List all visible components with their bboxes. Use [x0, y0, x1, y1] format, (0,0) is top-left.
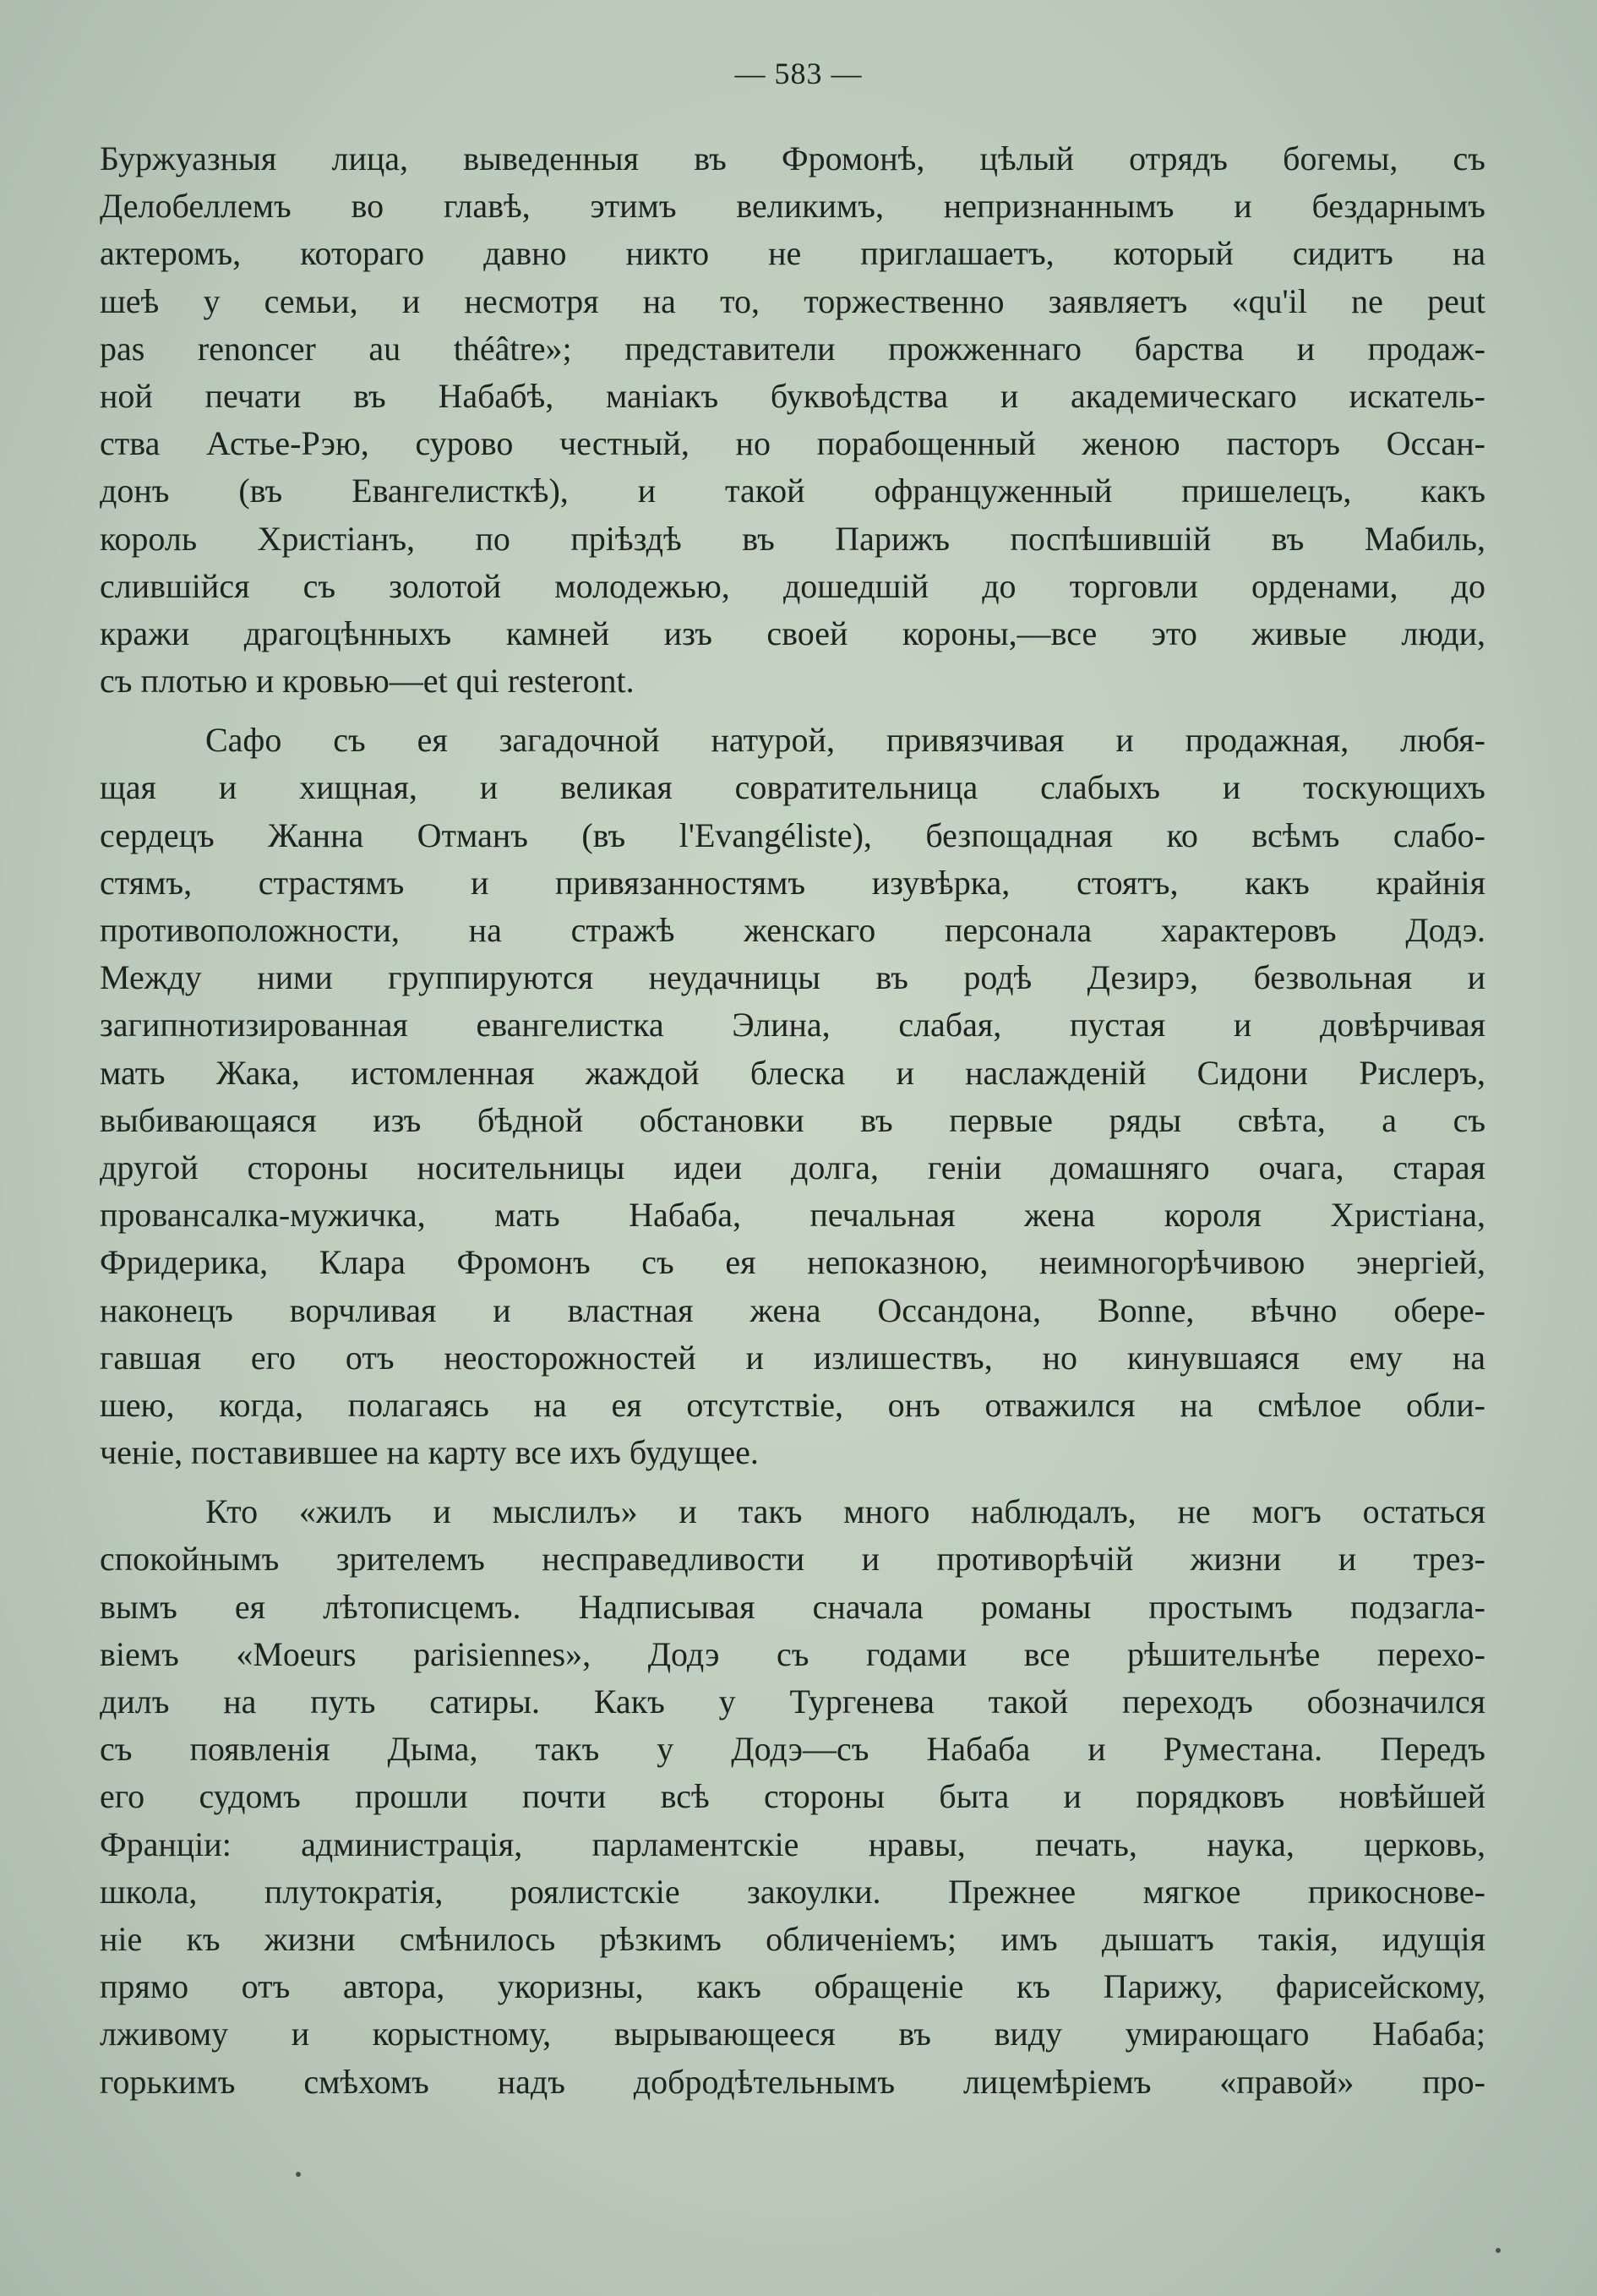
text-line: загипнотизированная евангелистка Элина, слабая, пустая и довѣрчивая: [100, 1006, 1485, 1044]
text-line: донъ (въ Евангелисткѣ), и такой офранцуженный пришелецъ, какъ: [100, 472, 1485, 510]
text-line: наконецъ ворчливая и властная жена Оссандона, Bonne, вѣчно обере-: [100, 1290, 1485, 1329]
text-line: Делобеллемъ во главѣ, этимъ великимъ, непризнаннымъ и бездарнымъ: [100, 187, 1485, 226]
text-line: Между ними группируются неудачницы въ родѣ Дезирэ, безвольная и: [100, 958, 1485, 997]
text-line: Кто «жилъ и мыслилъ» и такъ много наблюдалъ, не могъ остаться: [205, 1492, 1485, 1531]
text-line: спокойнымъ зрителемъ несправедливости и противорѣчій жизни и трез-: [100, 1540, 1485, 1579]
text-line: другой стороны носительницы идеи долга, геніи домашняго очага, старая: [100, 1148, 1485, 1186]
text-line: pas renoncer au théâtre»; представители прожженнаго барства и продаж-: [100, 329, 1485, 368]
page-number: — 583 —: [734, 57, 863, 90]
text-line: щая и хищная, и великая совратительница слабыхъ и тоскующихъ: [100, 768, 1485, 807]
text-line: стямъ, страстямъ и привязанностямъ изувѣрка, стоятъ, какъ крайнія: [100, 863, 1485, 902]
text-line: дилъ на путь сатиры. Какъ у Тургенева такой переходъ обозначился: [100, 1682, 1485, 1721]
text-line: Фридерика, Клара Фромонъ съ ея непоказною, неимногорѣчивою энергіей,: [100, 1243, 1485, 1282]
text-line: Буржуазныя лица, выведенныя въ Фромонѣ, цѣлый отрядъ богемы, съ: [100, 139, 1485, 177]
text-line: кражи драгоцѣнныхъ камней изъ своей короны,—все это живые люди,: [100, 614, 1485, 652]
text-line: король Христіанъ, по пріѣздѣ въ Парижъ поспѣшившій въ Мабиль,: [100, 519, 1485, 558]
text-line: ніе къ жизни смѣнилось рѣзкимъ обличеніемъ; имъ дышатъ такія, идущія: [100, 1919, 1485, 1958]
text-line: віемъ «Moeurs parisiennes», Додэ съ годами все рѣшительнѣе перехо-: [100, 1634, 1485, 1673]
text-line: сердецъ Жанна Отманъ (въ l'Evangéliste), безпощадная ко всѣмъ слабо-: [100, 815, 1485, 854]
text-line: шею, когда, полагаясь на ея отсутствіе, онъ отважился на смѣлое обли-: [100, 1385, 1485, 1424]
text-line: ной печати въ Набабѣ, маніакъ буквоѣдства и академическаго искатель-: [100, 376, 1485, 415]
text-line: съ плотью и кровью—et qui resteront.: [100, 662, 635, 701]
text-line: актеромъ, котораго давно никто не приглашаетъ, который сидитъ на: [100, 234, 1485, 273]
text-line: ченіе, поставившее на карту все ихъ будущее.: [100, 1433, 759, 1472]
text-line: провансалка-мужичка, мать Набаба, печальная жена короля Христіана,: [100, 1196, 1485, 1235]
text-line: вымъ ея лѣтописцемъ. Надписывая сначала романы простымъ подзагла-: [100, 1587, 1485, 1626]
text-line: школа, плутократія, роялистскіе закоулки. Прежнее мягкое прикоснове-: [100, 1872, 1485, 1911]
paper-speck: [296, 2172, 301, 2177]
text-line: мать Жака, истомленная жаждой блеска и наслажденій Сидони Рислеръ,: [100, 1053, 1485, 1092]
text-line: съ появленія Дыма, такъ у Додэ—съ Набаба и Руместана. Передъ: [100, 1730, 1485, 1769]
text-line: Сафо съ ея загадочной натурой, привязчивая и продажная, любя-: [205, 721, 1485, 760]
paragraph-1: [100, 135, 1485, 705]
text-line: гавшая его отъ неосторожностей и излишествъ, но кинувшаяся ему на: [100, 1338, 1485, 1377]
text-line: его судомъ прошли почти всѣ стороны быта и порядковъ новѣйшей: [100, 1777, 1485, 1816]
paper-speck: [1496, 2248, 1501, 2253]
text-line: ства Астье-Рэю, сурово честный, но порабощенный женою пасторъ Оссан-: [100, 424, 1485, 463]
body-text: [100, 135, 1485, 2106]
text-line: шеѣ у семьи, и несмотря на то, торжественно заявляетъ «qu'il ne peut: [100, 281, 1485, 320]
text-line: горькимъ смѣхомъ надъ добродѣтельнымъ лицемѣріемъ «правой» про-: [100, 2062, 1485, 2101]
text-line: выбивающаяся изъ бѣдной обстановки въ первые ряды свѣта, а съ: [100, 1100, 1485, 1139]
text-line: противоположности, на стражѣ женскаго персонала характеровъ Додэ.: [100, 911, 1485, 949]
paragraph-3: [100, 1488, 1485, 2105]
paragraph-2: [100, 717, 1485, 1476]
text-line: лживому и корыстному, вырывающееся въ виду умирающаго Набаба;: [100, 2015, 1485, 2053]
text-line: прямо отъ автора, укоризны, какъ обращеніе къ Парижу, фарисейскому,: [100, 1967, 1485, 2006]
text-line: слившійся съ золотой молодежью, дошедшій до торговли орденами, до: [100, 566, 1485, 605]
text-line: Франціи: администрація, парламентскіе нравы, печать, наука, церковь,: [100, 1824, 1485, 1863]
